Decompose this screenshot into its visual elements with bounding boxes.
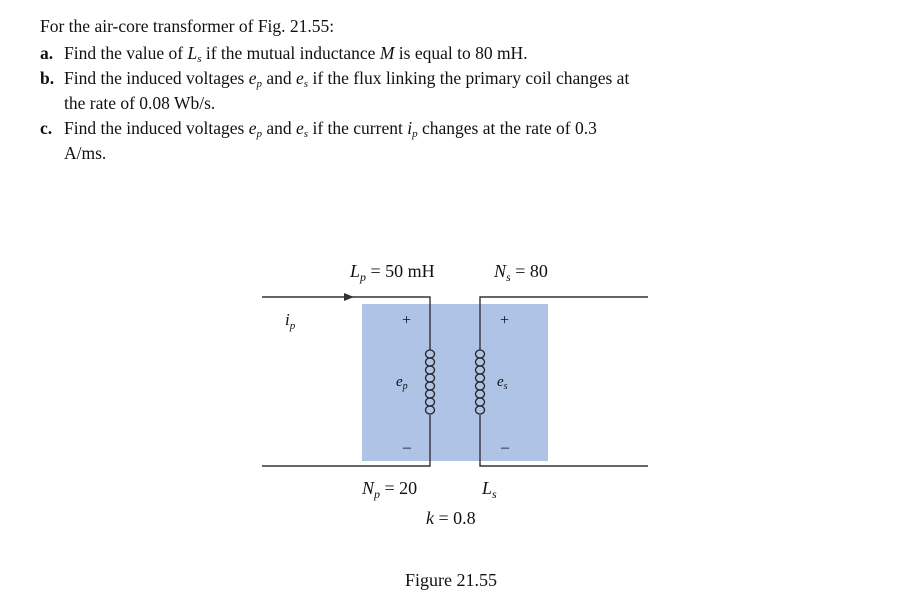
label-lp: $L_p = 50$ mH [350,261,435,284]
label-ns: $N_s = 80$ [494,261,548,284]
problem-intro: For the air-core transformer of Fig. 21.55: [40,16,335,36]
item-marker: c. [40,118,53,138]
item-marker: a. [40,43,54,63]
label-k: k = 0.8 [426,508,476,528]
ep-plus-sign: + [402,312,412,329]
problem-item-a: a. Find the value of $L_s$ if the mutual inductance M is equal to 80 mH. [40,43,528,65]
label-es: $e_s$ [497,374,508,392]
ep-minus-sign: – [403,439,411,456]
transformer-core [362,304,548,461]
label-ep: $e_p$ [396,374,408,392]
label-ls: $L_s$ [482,478,497,501]
es-minus-sign: – [501,439,509,456]
label-ip: $i_p$ [285,310,296,332]
current-arrow-icon [344,293,354,301]
problem-item-c: c. Find the induced voltages $e_p$ and $e_s$ if the current $i_p$ changes at the rate of 0.3 A/ms. [40,118,597,163]
item-marker: b. [40,68,55,88]
figure-caption: Figure 21.55 [405,570,497,590]
label-np: $N_p = 20$ [362,478,418,501]
es-plus-sign: + [500,312,510,329]
problem-item-b: b. Find the induced voltages $e_p$ and $e_s$ if the flux linking the primary coil changes at the rate of 0.08 Wb/s. [40,68,630,113]
